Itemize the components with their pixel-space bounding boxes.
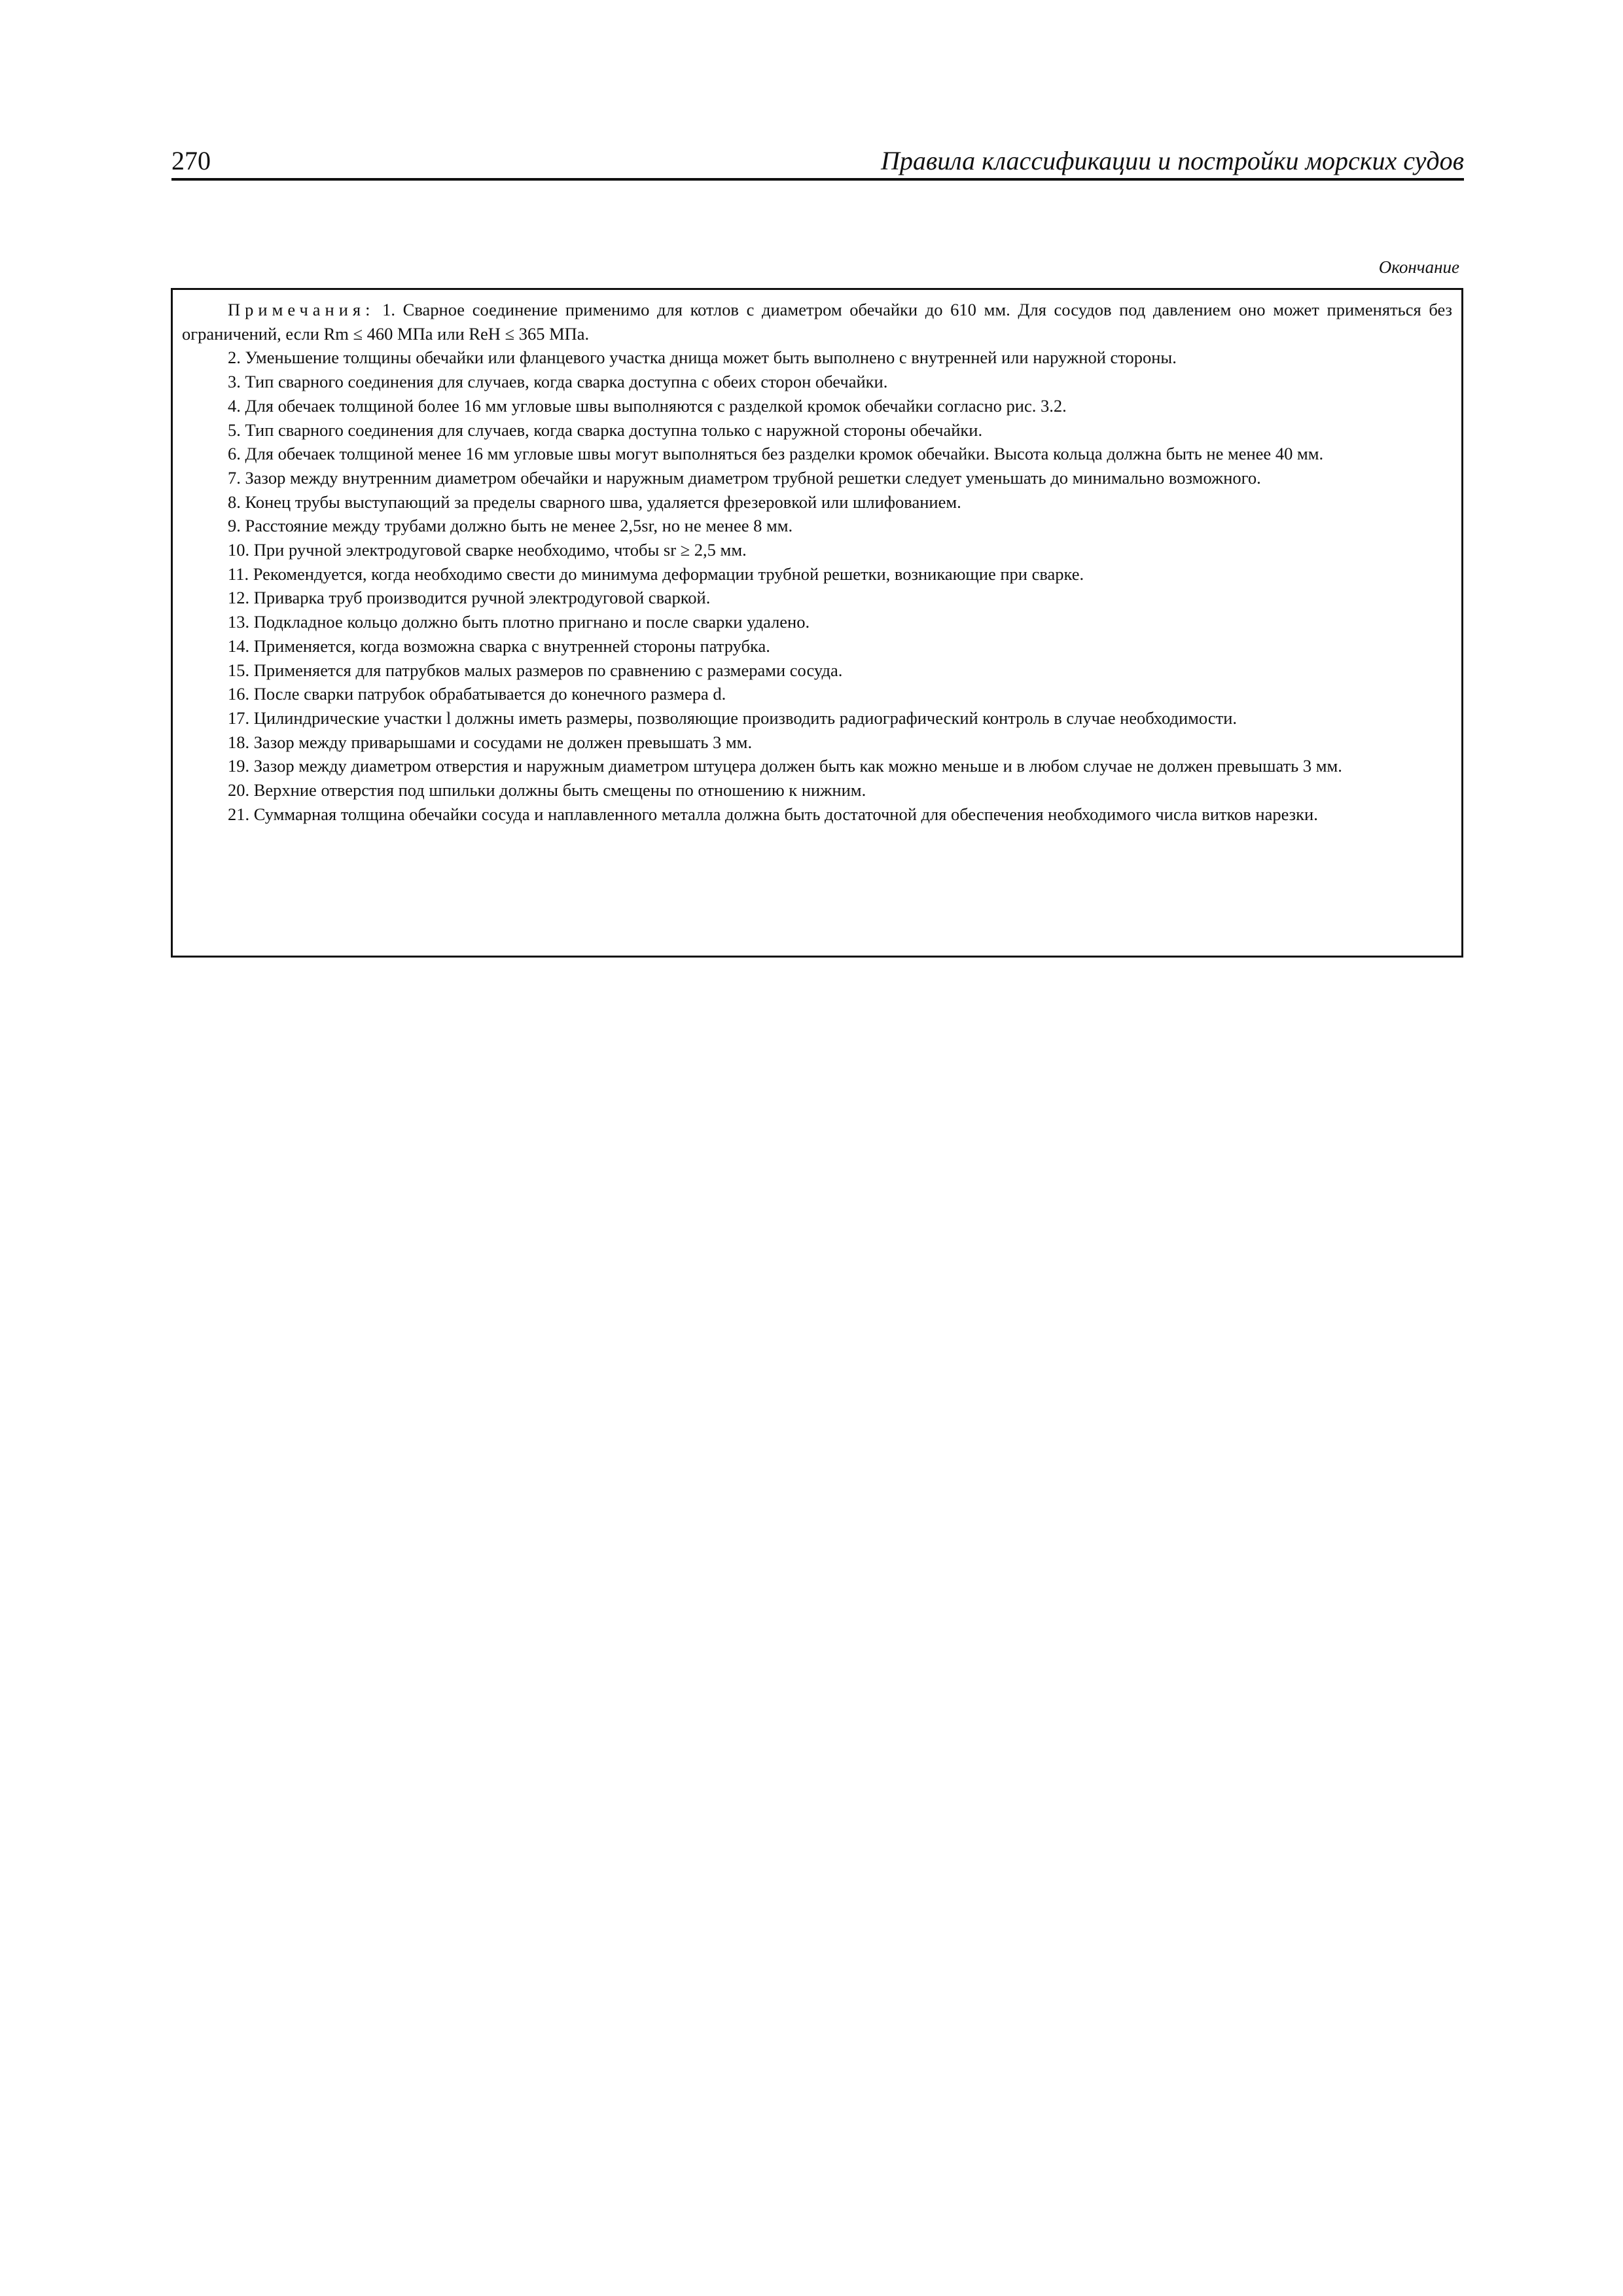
note-16 bbox=[182, 682, 1452, 706]
note-5 bbox=[182, 418, 1452, 442]
note-13 bbox=[182, 610, 1452, 634]
note-15 bbox=[182, 658, 1452, 683]
note-number: 16. bbox=[228, 684, 250, 704]
note-number: 4. bbox=[228, 395, 241, 416]
note-text: Цилиндрические участки l должны иметь размеры, позволяющие производить радиографический контроль в случае необходимости. bbox=[253, 708, 1237, 728]
note-number: 15. bbox=[228, 660, 250, 680]
note-text: Сварное соединение применимо для котлов с диаметром обечайки до 610 мм. Для сосудов под давлением оно может применяться без ограничений, если Rm ≤ 460 МПа или ReH ≤ 365 МПа. bbox=[182, 300, 1453, 344]
note-text: Для обечаек толщиной более 16 мм угловые швы выполняются с разделкой кромок обечайки согласно рис. 3.2. bbox=[245, 395, 1067, 416]
note-text: Уменьшение толщины обечайки или фланцевого участка днища может быть выполнено с внутренней или наружной стороны. bbox=[245, 348, 1177, 368]
continuation-label: Окончание bbox=[1378, 257, 1459, 277]
note-number: 7. bbox=[228, 467, 241, 488]
note-text: Расстояние между трубами должно быть не менее 2,5sr, но не менее 8 мм. bbox=[245, 516, 793, 536]
note-18 bbox=[182, 730, 1452, 755]
note-19 bbox=[182, 754, 1452, 778]
note-text: Тип сварного соединения для случаев, когда сварка доступна только с наружной стороны обечайки. bbox=[245, 420, 983, 440]
note-9 bbox=[182, 514, 1452, 538]
note-text: Зазор между диаметром отверстия и наружным диаметром штуцера должен быть как можно меньше и в любом случае не должен превышать 3 мм. bbox=[253, 756, 1342, 776]
note-number: 17. bbox=[228, 708, 250, 728]
note-number: 3. bbox=[228, 372, 241, 392]
note-text: Суммарная толщина обечайки сосуда и наплавленного металла должна быть достаточной для обеспечения необходимого числа витков нарезки. bbox=[253, 804, 1318, 824]
note-number: 13. bbox=[228, 612, 250, 632]
note-text: Рекомендуется, когда необходимо свести до минимума деформации трубной решетки, возникающие при сварке. bbox=[253, 564, 1084, 584]
note-4 bbox=[182, 394, 1452, 418]
notes-box bbox=[171, 288, 1463, 958]
note-8 bbox=[182, 490, 1452, 514]
note-text: Подкладное кольцо должно быть плотно пригнано и после сварки удалено. bbox=[253, 612, 810, 632]
note-text: Применяется, когда возможна сварка с внутренней стороны патрубка. bbox=[253, 636, 770, 656]
note-number: 6. bbox=[228, 444, 241, 464]
note-number: 9. bbox=[228, 516, 241, 536]
note-number: 5. bbox=[228, 420, 241, 440]
running-title: Правила классификации и постройки морских судов bbox=[880, 146, 1464, 175]
note-6 bbox=[182, 442, 1452, 466]
note-number: 12. bbox=[228, 588, 250, 608]
note-text: Конец трубы выступающий за пределы сварного шва, удаляется фрезеровкой или шлифованием. bbox=[245, 492, 961, 512]
note-10 bbox=[182, 538, 1452, 562]
note-number: 10. bbox=[228, 540, 250, 560]
note-text: После сварки патрубок обрабатывается до конечного размера d. bbox=[253, 684, 726, 704]
note-11 bbox=[182, 562, 1452, 586]
note-14 bbox=[182, 634, 1452, 658]
note-number: 1. bbox=[382, 300, 395, 319]
note-17 bbox=[182, 706, 1452, 730]
page-number: 270 bbox=[171, 146, 211, 175]
note-text: Для обечаек толщиной менее 16 мм угловые швы могут выполняться без разделки кромок обечайки. Высота кольца должна быть не менее 40 мм. bbox=[245, 444, 1324, 464]
header-rule bbox=[171, 178, 1464, 181]
note-number: 19. bbox=[228, 756, 250, 776]
note-1 bbox=[182, 298, 1452, 346]
note-12 bbox=[182, 586, 1452, 610]
note-21 bbox=[182, 802, 1452, 827]
note-number: 2. bbox=[228, 348, 241, 368]
note-7 bbox=[182, 466, 1452, 490]
note-number: 18. bbox=[228, 732, 250, 752]
note-number: 11. bbox=[228, 564, 249, 584]
note-text: Зазор между приварышами и сосудами не должен превышать 3 мм. bbox=[253, 732, 753, 752]
note-number: 8. bbox=[228, 492, 241, 512]
note-3 bbox=[182, 370, 1452, 394]
note-text: Приварка труб производится ручной электродуговой сваркой. bbox=[253, 588, 711, 608]
note-2 bbox=[182, 346, 1452, 370]
note-text: Зазор между внутренним диаметром обечайки и наружным диаметром трубной решетки следует уменьшать до минимально возможного. bbox=[245, 467, 1261, 488]
note-text: При ручной электродуговой сварке необходимо, чтобы sr ≥ 2,5 мм. bbox=[253, 540, 747, 560]
note-number: 14. bbox=[228, 636, 250, 656]
note-number: 21. bbox=[228, 804, 250, 824]
note-text: Применяется для патрубков малых размеров по сравнению с размерами сосуда. bbox=[253, 660, 843, 680]
note-20 bbox=[182, 778, 1452, 802]
notes-label: Примечания: bbox=[228, 300, 375, 319]
note-text: Тип сварного соединения для случаев, когда сварка доступна с обеих сторон обечайки. bbox=[245, 372, 888, 392]
page-header bbox=[171, 143, 1464, 179]
note-text: Верхние отверстия под шпильки должны быть смещены по отношению к нижним. bbox=[253, 780, 866, 800]
note-number: 20. bbox=[228, 780, 250, 800]
